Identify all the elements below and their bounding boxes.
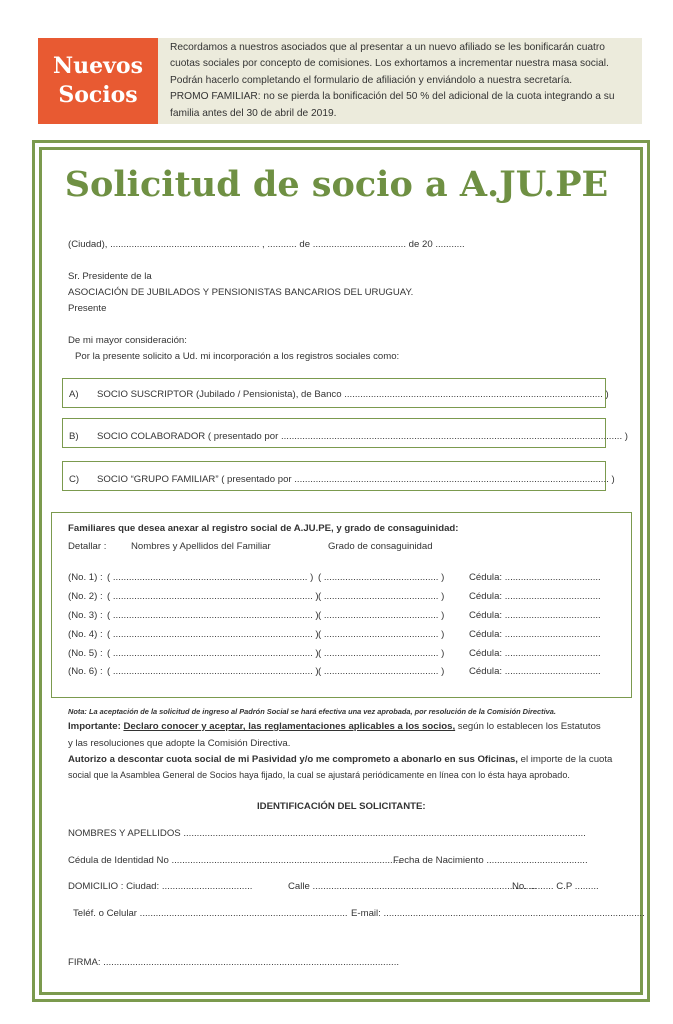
family-cedula-field[interactable]: Cédula: .................................... (469, 610, 601, 621)
banner-line: familia antes del 30 de abril de 2019. (170, 107, 337, 119)
option-c-field[interactable]: SOCIO “GRUPO FAMILIAR” ( presentado por ...................................................................................................................... ) (97, 474, 615, 485)
important-underlined: Declaro conocer y aceptar, las reglamentaciones aplicables a los socios, (123, 721, 456, 732)
important-rest: según lo establecen los Estatutos (455, 721, 601, 732)
family-cedula-field[interactable]: Cédula: .................................... (469, 591, 601, 602)
family-name-field[interactable]: ( ........................................................................... ) (107, 610, 319, 621)
family-heading: Familiares que desea anexar al registro social de A.JU.PE, y grado de consaguinidad: (68, 523, 459, 534)
street-field[interactable]: Calle .................................................................................... (288, 881, 537, 892)
family-degree-field[interactable]: ( ........................................... ) (318, 666, 445, 677)
date-line-field[interactable]: (Ciudad), ........................................................ , ........... de ................................... de 20 ........... (68, 239, 465, 250)
family-detail-label: Detallar : (68, 541, 107, 552)
family-degree-field[interactable]: ( ........................................... ) (318, 591, 445, 602)
family-cedula-field[interactable]: Cédula: .................................... (469, 629, 601, 640)
addressee-line: ASOCIACIÓN DE JUBILADOS Y PENSIONISTAS BANCARIOS DEL URUGUAY. (68, 287, 414, 298)
family-row-num: (No. 2) : (68, 591, 103, 602)
addressee-line: Sr. Presidente de la (68, 271, 152, 282)
names-field[interactable]: NOMBRES Y APELLIDOS ....................................................................................................................................................... (68, 828, 586, 839)
family-name-field[interactable]: ( ........................................................................... ) (107, 591, 319, 602)
important-declaration (68, 721, 601, 732)
greeting-line: De mi mayor consideración: (68, 335, 187, 346)
important-label: Importante: (68, 721, 121, 732)
form-title: Solicitud de socio a A.JU.PE (64, 164, 609, 205)
cedula-field[interactable]: Cédula de Identidad No ...................................................................................... (68, 855, 401, 866)
banner-message (158, 38, 642, 124)
family-row-num: (No. 5) : (68, 648, 103, 659)
banner-line: cuotas sociales por concepto de comisiones. Los exhortamos a incrementar nuestra masa social. (170, 58, 609, 70)
banner-line: PROMO FAMILIAR: no se pierda la bonificación del 50 % del adicional de la cuota integrando a su (170, 91, 615, 103)
family-cedula-field[interactable]: Cédula: .................................... (469, 666, 601, 677)
authorize-rest: el importe de la cuota (517, 754, 613, 765)
banner-line: Podrán hacerlo completando el formulario de afiliación y enviándolo a nuestra secretaría. (170, 74, 573, 86)
family-row-num: (No. 1) : (68, 572, 103, 583)
option-a-field[interactable]: SOCIO SUSCRIPTOR (Jubilado / Pensionista), de Banco ................................................................................................. ) (97, 389, 609, 400)
family-row-num: (No. 6) : (68, 666, 103, 677)
addressee-line: Presente (68, 303, 107, 314)
family-degree-field[interactable]: ( ........................................... ) (318, 572, 445, 583)
family-col-degree: Grado de consaguinidad (328, 541, 433, 552)
number-cp-field[interactable]: No. ......... C.P ......... (512, 881, 599, 892)
family-name-field[interactable]: ( ........................................................................... ) (107, 666, 319, 677)
family-degree-field[interactable]: ( ........................................... ) (318, 629, 445, 640)
family-degree-field[interactable]: ( ........................................... ) (318, 648, 445, 659)
family-degree-field[interactable]: ( ........................................... ) (318, 610, 445, 621)
family-name-field[interactable]: ( ........................................................................... ) (107, 648, 319, 659)
option-letter: A) (69, 389, 79, 400)
identification-heading: IDENTIFICACIÓN DEL SOLICITANTE: (257, 801, 426, 812)
authorize-bold: Autorizo a descontar cuota social de mi Pasividad y/o me comprometo a abonarlo en sus Oficinas, (68, 754, 518, 765)
authorize-line-2: social que la Asamblea General de Socios haya fijado, la cual se ajustará periódicamente en línea con lo ésta haya aprobado. (68, 770, 570, 780)
family-row-num: (No. 3) : (68, 610, 103, 621)
family-row-num: (No. 4) : (68, 629, 103, 640)
family-cedula-field[interactable]: Cédula: .................................... (469, 648, 601, 659)
badge-line-2: Socios (58, 82, 138, 108)
signature-field[interactable]: FIRMA: ............................................................................................................... (68, 957, 400, 968)
city-field[interactable]: DOMICILIO : Ciudad: .................................. (68, 881, 253, 892)
badge-line-1: Nuevos (53, 53, 143, 79)
acceptance-note: Nota: La aceptación de la solicitud de ingreso al Padrón Social se hará efectiva una vez aprobada, por resolución de la Comisión Directiva. (68, 707, 556, 716)
option-b-field[interactable]: SOCIO COLABORADOR ( presentado por ................................................................................................................................ ) (97, 431, 628, 442)
family-name-field[interactable]: ( ........................................................................... ) (107, 629, 319, 640)
banner-line: Recordamos a nuestros asociados que al presentar a un nuevo afiliado se les bonificarán cuatro (170, 42, 605, 53)
greeting-line: Por la presente solicito a Ud. mi incorporación a los registros sociales como: (75, 351, 400, 362)
phone-field[interactable]: Teléf. o Celular .............................................................................. (73, 908, 348, 919)
family-cedula-field[interactable]: Cédula: .................................... (469, 572, 601, 583)
authorize-declaration (68, 754, 612, 765)
nuevos-socios-badge (38, 38, 158, 124)
email-field[interactable]: E-mail: .................................................................................................. (351, 908, 645, 919)
family-col-name: Nombres y Apellidos del Familiar (131, 541, 271, 552)
birthdate-field[interactable]: Fecha de Nacimiento ...................................... (393, 855, 588, 866)
family-name-field[interactable]: ( ......................................................................... ) (107, 572, 314, 583)
option-letter: C) (69, 474, 80, 485)
option-letter: B) (69, 431, 79, 442)
important-line-2: y las resoluciones que adopte la Comisión Directiva. (68, 738, 291, 749)
